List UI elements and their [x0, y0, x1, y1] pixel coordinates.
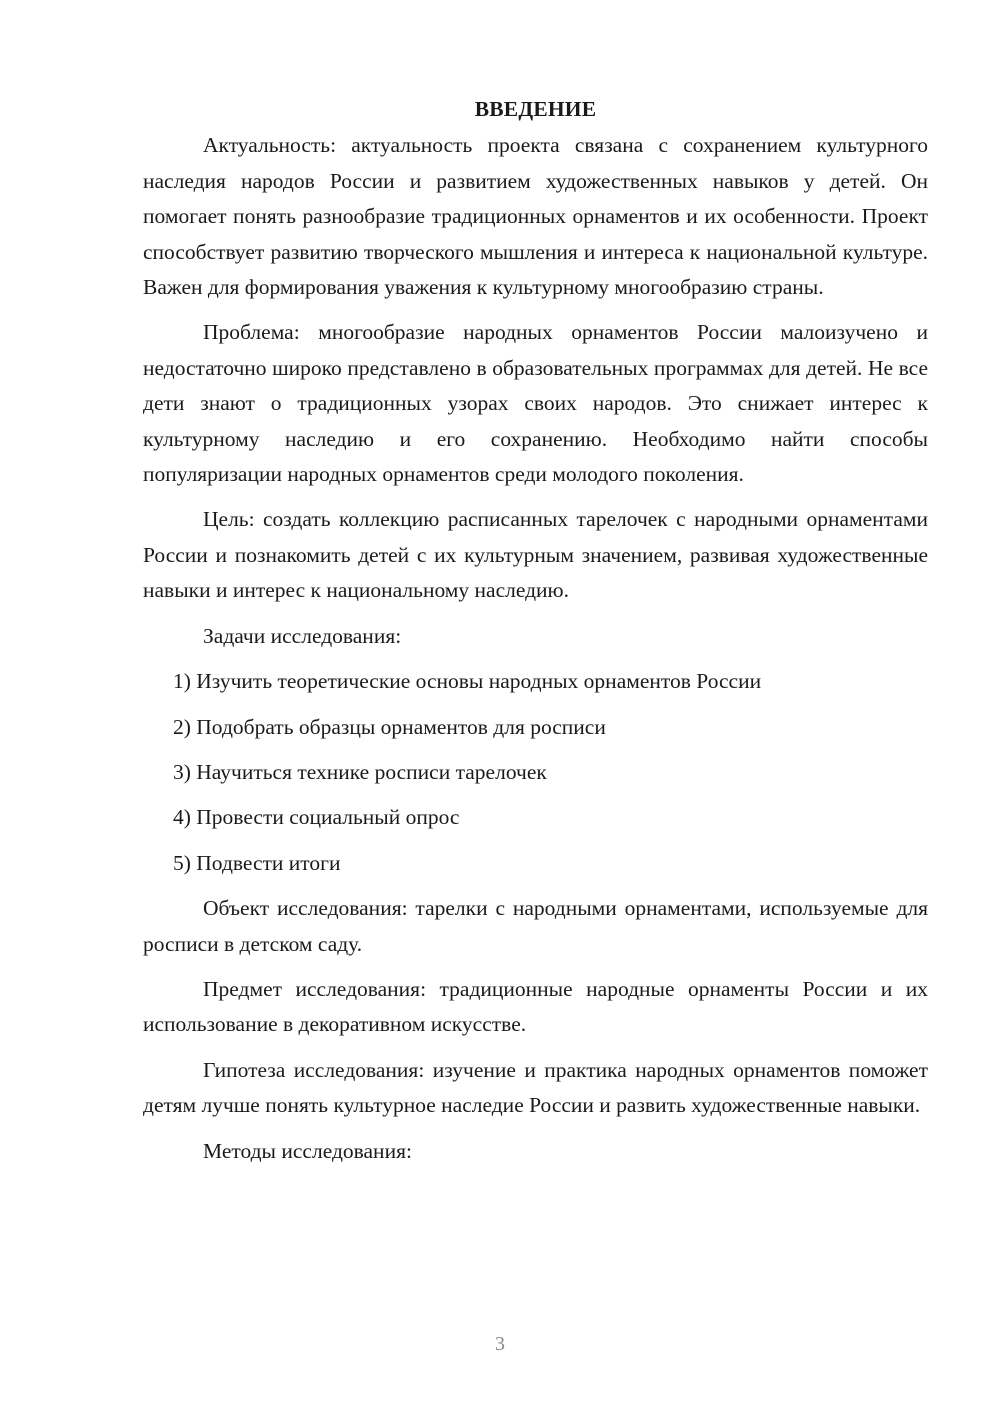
list-item: 3) Научиться технике росписи тарелочек — [173, 759, 547, 784]
list-item: 1) Изучить теоретические основы народных орнаментов России — [173, 669, 762, 694]
object-paragraph: Объект исследования: тарелки с народными орнаментами, используемые для росписи в детском саду. — [143, 896, 928, 956]
methods-intro: Методы исследования: — [203, 1138, 412, 1163]
goal-paragraph: Цель: создать коллекцию расписанных тарелочек с народными орнаментами России и познакомить детей с их культурным значением, развивая художественные навыки и интерес к национальному наследию. — [143, 507, 928, 603]
page-title: ВВЕДЕНИЕ — [474, 97, 597, 121]
list-item: 5) Подвести итоги — [173, 850, 341, 875]
list-item: 4) Провести социальный опрос — [173, 805, 460, 830]
list-item: 2) Подобрать образцы орнаментов для росписи — [173, 714, 606, 739]
page-number: 3 — [495, 1333, 505, 1355]
subject-paragraph: Предмет исследования: традиционные народные орнаменты России и их использование в декоративном искусстве. — [143, 976, 928, 1037]
tasks-list — [143, 664, 928, 881]
tasks-intro: Задачи исследования: — [203, 623, 402, 648]
relevance-paragraph: Актуальность: актуальность проекта связана с сохранением культурного наследия народов России и развитием художественных навыков у детей. Он помогает понять разнообразие традиционных орнаментов и их особенности. Проект способствует развитию творческого мышления и интереса к национальной культуре. Важен для формирования уважения к культурному многообразию страны. — [143, 133, 928, 300]
hypothesis-paragraph: Гипотеза исследования: изучение и практика народных орнаментов поможет детям лучше понять культурное наследие России и развить художественные навыки. — [143, 1057, 928, 1118]
problem-paragraph: Проблема: многообразие народных орнаментов России малоизучено и недостаточно широко представлено в образовательных программах для детей. Не все дети знают о традиционных узорах своих народов. Это снижает интерес к культурному наследию и его сохранению. Необходимо найти способы популяризации народных орнаментов среди молодого поколения. — [143, 320, 928, 487]
document-page — [143, 92, 928, 1169]
